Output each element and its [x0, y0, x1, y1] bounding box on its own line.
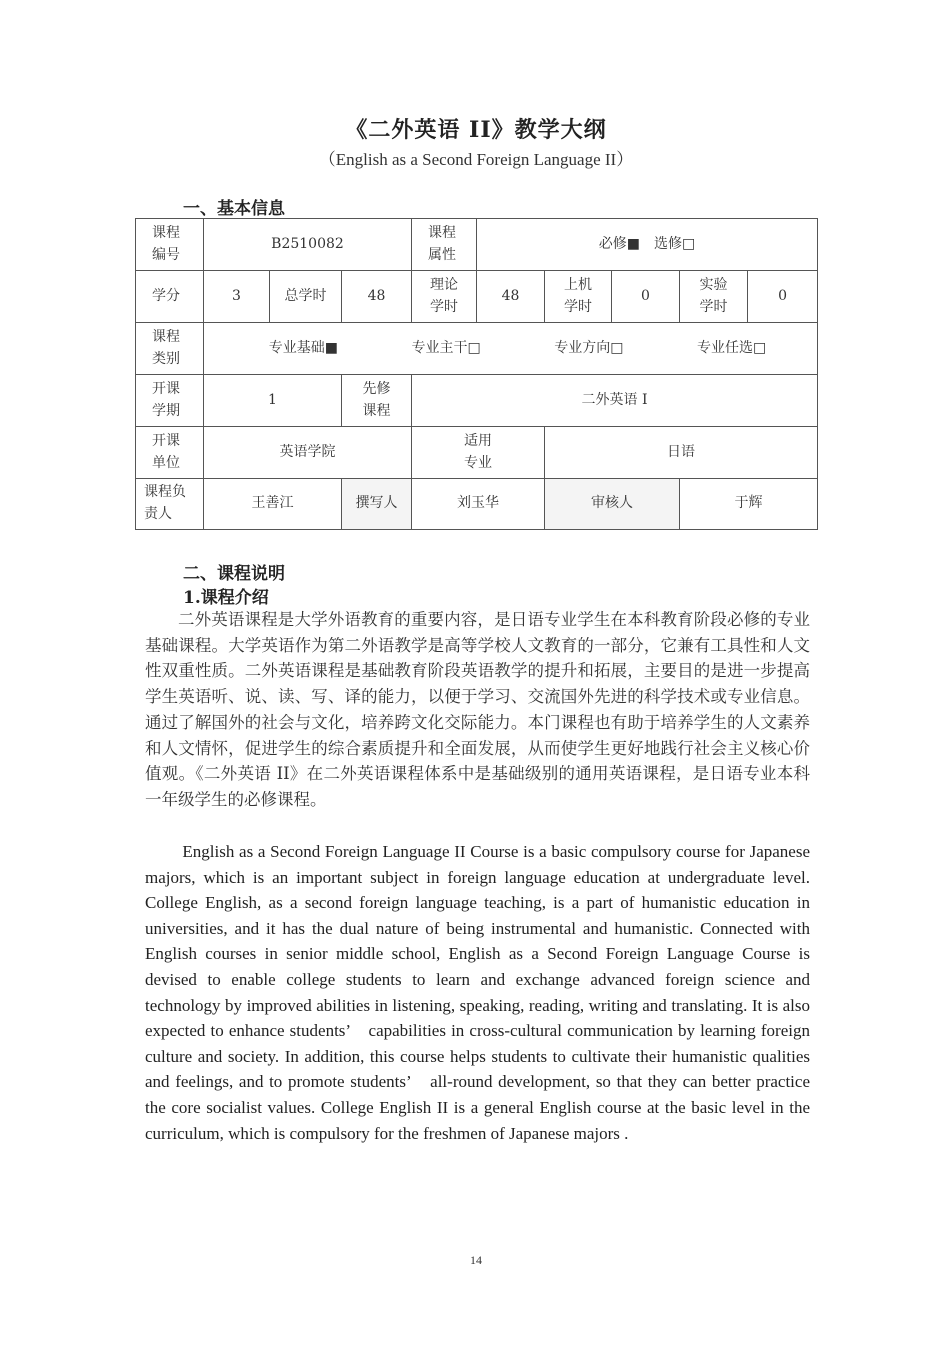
prerequisite-value: 二外英语 I: [412, 375, 818, 427]
course-intro-chinese: [145, 607, 810, 813]
subsection-course-intro-heading: 1.课程介绍: [183, 588, 269, 608]
course-code-value: B2510082: [204, 219, 412, 271]
reviewer-value: 于辉: [680, 479, 818, 530]
intro-en-paragraph: English as a Second Foreign Language II Course is a basic compulsory course for Japanese majors, which is an important subject in foreign language education at undergraduate level. College English, as a second foreign language teaching, is a part of humanistic education in universities, and it has the dual nature of being instrumental and humanistic. Connected with English courses in senior middle school, English as a Second Foreign Language Course is devised to enable college students to learn and exchange advanced foreign science and technology by improved abilities in listening, speaking, reading, writing and translating. It is also expected to enhance students’ capabilities in cross-cultural communication by learning foreign culture and society. In addition, this course helps students to cultivate their humanistic qualities and feelings, and to promote students’ all-round development, so that they can better practice the core socialist values. College English II is a general English course at the basic level in the curriculum, which is compulsory for the freshmen of Japanese majors .: [145, 842, 810, 1143]
category-option-basic: 专业基础■: [268, 339, 338, 356]
writer-label: 撰写人: [342, 479, 412, 530]
table-row: [136, 427, 818, 479]
document-title: 《二外英语 II》教学大纲: [345, 117, 607, 143]
lab-hours-label: 实验 学时: [680, 271, 748, 323]
course-attribute-value: 必修■ 选修□: [477, 219, 818, 271]
table-row: [136, 375, 818, 427]
section-course-description-heading: 二、课程说明: [183, 564, 285, 584]
theory-hours-value: 48: [477, 271, 545, 323]
computer-hours-value: 0: [612, 271, 680, 323]
table-row: [136, 479, 818, 530]
course-intro-english: [145, 839, 810, 1146]
total-hours-label: 总学时: [270, 271, 342, 323]
category-option-direction: 专业方向□: [554, 339, 624, 356]
reviewer-label: 审核人: [545, 479, 680, 530]
course-code-label: 课程 编号: [136, 219, 204, 271]
page-number: 14: [470, 1253, 482, 1267]
offering-unit-label: 开课 单位: [136, 427, 204, 479]
document-subtitle: （English as a Second Foreign Language II）: [318, 150, 634, 169]
intro-zh-paragraph: 二外英语课程是大学外语教育的重要内容，是日语专业学生在本科教育阶段必修的专业基础课程。大学英语作为第二外语教学是高等学校人文教育的一部分，它兼有工具性和人文性双重性质。二外英语课程是基础教育阶段英语教学的提升和拓展，主要目的是进一步提高学生英语听、说、读、写、译的能力，以便于学习、交流国外先进的科学技术或专业信息。通过了解国外的社会与文化，培养跨文化交际能力。本门课程也有助于培养学生的人文素养和人文情怀，促进学生的综合素质提升和全面发展，从而使学生更好地践行社会主义核心价值观。《二外英语 II》在二外英语课程体系中是基础级别的通用英语课程，是日语专业本科一年级学生的必修课程。: [145, 610, 810, 809]
writer-value: 刘玉华: [412, 479, 545, 530]
basic-info-table: [135, 218, 818, 530]
offering-unit-value: 英语学院: [204, 427, 412, 479]
theory-hours-label: 理论 学时: [412, 271, 477, 323]
table-row: [136, 219, 818, 271]
course-owner-label: 课程负 责人: [136, 479, 204, 530]
applicable-major-label: 适用 专业: [412, 427, 545, 479]
credit-label: 学分: [136, 271, 204, 323]
section-basic-info-heading: 一、基本信息: [183, 199, 285, 219]
computer-hours-label: 上机 学时: [545, 271, 612, 323]
course-owner-value: 王善江: [204, 479, 342, 530]
prerequisite-label: 先修 课程: [342, 375, 412, 427]
course-attribute-label: 课程 属性: [412, 219, 477, 271]
course-category-label: 课程 类别: [136, 323, 204, 375]
category-option-main: 专业主干□: [411, 339, 481, 356]
lab-hours-value: 0: [748, 271, 818, 323]
table-row: [136, 323, 818, 375]
category-option-elective: 专业任选□: [697, 339, 767, 356]
term-label: 开课 学期: [136, 375, 204, 427]
table-row: [136, 271, 818, 323]
total-hours-value: 48: [342, 271, 412, 323]
course-category-options: [204, 323, 818, 375]
term-value: 1: [204, 375, 342, 427]
credit-value: 3: [204, 271, 270, 323]
applicable-major-value: 日语: [545, 427, 818, 479]
